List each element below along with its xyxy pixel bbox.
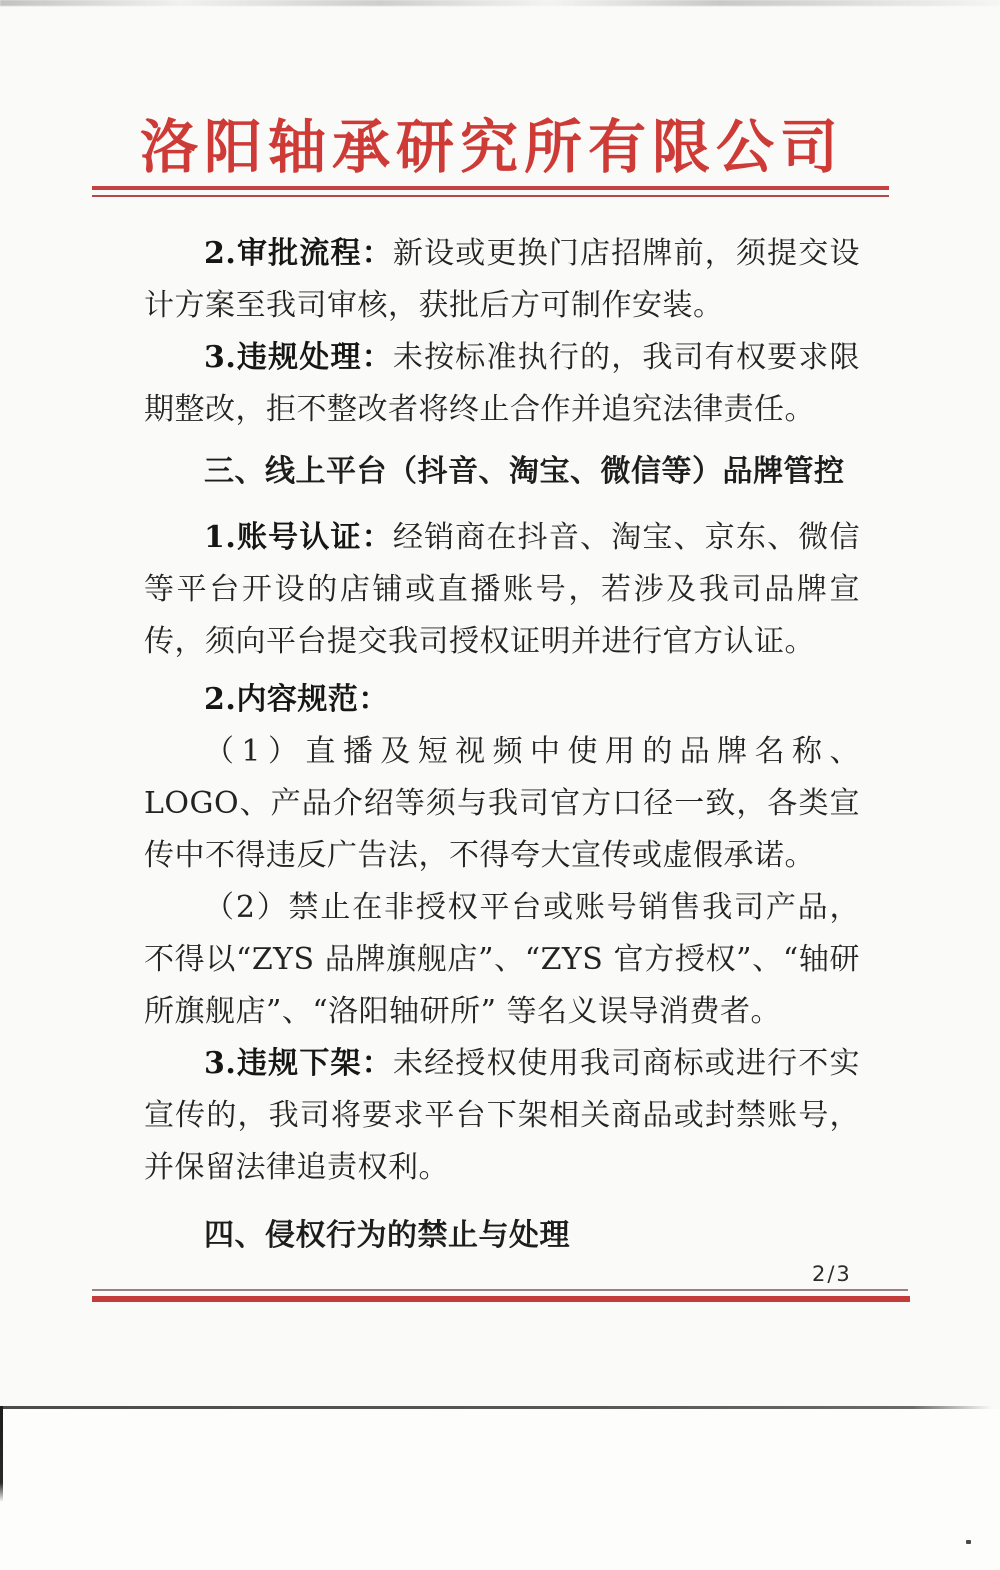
- paragraph: [144, 512, 860, 668]
- paragraph-text: 经销商在抖音、淘宝、京东、微信等平台开设的店铺或直播账号，若涉及我司品牌宣传，须向平台提交我司授权证明并进行官方认证。: [144, 520, 860, 659]
- section-heading: 四、侵权行为的禁止与处理: [204, 1218, 570, 1253]
- footer-rule-thick: [92, 1296, 910, 1302]
- paragraph-lead: 3.违规处理：: [204, 340, 393, 375]
- paragraph-lead: 2.内容规范：: [204, 682, 389, 717]
- paragraph: [144, 1038, 860, 1194]
- paragraph-text: 未按标准执行的，我司有权要求限期整改，拒不整改者将终止合作并追究法律责任。: [144, 340, 860, 427]
- document-body: [144, 228, 860, 1262]
- paragraph: [144, 882, 860, 1038]
- header-rule-thin: [92, 195, 889, 197]
- scan-speck: [966, 1540, 971, 1544]
- paragraph: [144, 674, 860, 726]
- paragraph-text: 新设或更换门店招牌前，须提交设计方案至我司审核，获批后方可制作安装。: [144, 236, 860, 323]
- scan-left-edge-line: [0, 1406, 3, 1502]
- paragraph-lead: 3.违规下架：: [204, 1046, 393, 1081]
- scan-page-edge-line: [0, 1406, 992, 1409]
- header-rule-thick: [92, 186, 889, 190]
- paragraph: [144, 726, 860, 882]
- section-heading: 三、线上平台（抖音、淘宝、微信等）品牌管控: [204, 454, 845, 489]
- paragraph-lead: 2.审批流程：: [204, 236, 393, 271]
- company-letterhead-title: 洛阳轴承研究所有限公司: [139, 113, 844, 181]
- scan-edge-top: [0, 0, 1000, 6]
- paragraph: [144, 228, 860, 332]
- paragraph-text: 未经授权使用我司商标或进行不实宣传的，我司将要求平台下架相关商品或封禁账号，并保留法律追责权利。: [144, 1046, 860, 1185]
- paragraph-lead: 1.账号认证：: [204, 520, 393, 555]
- page-number: 2/3: [812, 1262, 852, 1286]
- paragraph-text: （2）禁止在非授权平台或账号销售我司产品，不得以“ZYS 品牌旗舰店”、“ZYS 官方授权”、“轴研所旗舰店”、“洛阳轴研所” 等名义误导消费者。: [144, 890, 860, 1029]
- paragraph: [144, 332, 860, 436]
- footer-rule-thin: [92, 1289, 908, 1291]
- scan-lower-band: [0, 1409, 1000, 1570]
- paragraph-text: （1）直播及短视频中使用的品牌名称、LOGO、产品介绍等须与我司官方口径一致，各类宣传中不得违反广告法，不得夸大宣传或虚假承诺。: [144, 734, 860, 873]
